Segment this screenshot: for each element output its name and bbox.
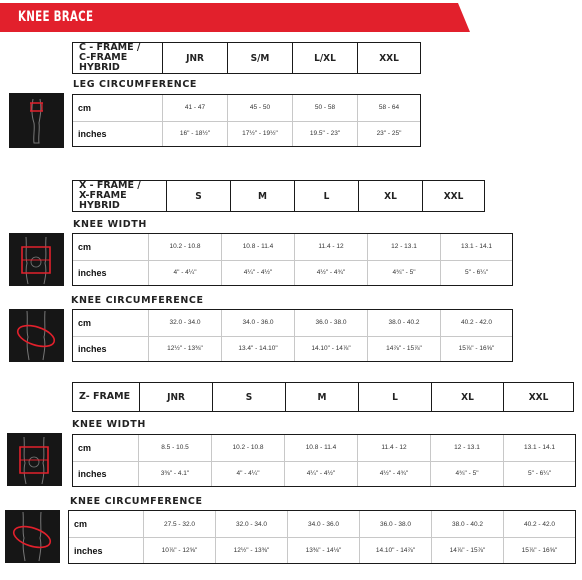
table-cell: 10.2 - 10.8 [211, 435, 284, 461]
table-cell: 23" - 25" [357, 122, 420, 147]
frame-label-cell [73, 43, 162, 73]
table-cell: 10.8 - 11.4 [221, 234, 294, 260]
size-header-cell: JNR [139, 383, 212, 411]
c-frame-size-header [72, 42, 421, 74]
table-cell: 41 - 47 [162, 95, 227, 121]
leg-outline-icon [9, 93, 64, 148]
section-title-knee-circumference: KNEE CIRCUMFERENCE [71, 295, 204, 306]
size-header-cell: S [166, 181, 230, 211]
table-row [73, 121, 420, 147]
table-cell: 13.1 - 14.1 [440, 234, 512, 260]
table-cell: 40.2 - 42.0 [503, 511, 575, 537]
leg-circumference-table [72, 94, 421, 147]
table-cell: 11.4 - 12 [294, 234, 367, 260]
x-frame-label-line1: X - FRAME / [79, 180, 141, 191]
size-header-cell: L/XL [292, 43, 357, 73]
table-cell: 10.2 - 10.8 [148, 234, 221, 260]
z-frame-knee-circumference-table [68, 510, 576, 564]
table-cell: 5" - 6¼" [440, 261, 512, 286]
table-row [73, 435, 575, 461]
z-frame-size-header [72, 382, 574, 412]
table-cell: 11.4 - 12 [357, 435, 430, 461]
table-cell: 13.1 - 14.1 [503, 435, 575, 461]
table-cell: 27.5 - 32.0 [143, 511, 215, 537]
table-cell: 4¾" - 5" [430, 462, 503, 487]
unit-label-cm: cm [74, 519, 88, 529]
size-header-cell: XXL [357, 43, 420, 73]
page-title: KNEE BRACE [18, 9, 94, 25]
section-title-leg-circumference: LEG CIRCUMFERENCE [73, 79, 198, 90]
x-frame-knee-circumference-table [72, 309, 513, 362]
unit-label-cm: cm [78, 102, 92, 113]
table-cell: 4¾" - 5" [367, 261, 440, 286]
table-cell: 4½" - 4¾" [294, 261, 367, 286]
unit-label-inches: inches [78, 343, 107, 354]
size-header-cell: S [212, 383, 285, 411]
knee-circumference-icon [5, 510, 60, 563]
table-cell: 45 - 50 [227, 95, 292, 121]
size-header-cell: JNR [162, 43, 227, 73]
frame-label-cell [73, 383, 139, 411]
table-cell: 12½" - 13⅜" [148, 337, 221, 362]
section-title-knee-circumference: KNEE CIRCUMFERENCE [70, 496, 203, 507]
table-row [69, 537, 575, 563]
table-cell: 10⅞" - 12⅝" [143, 538, 215, 563]
table-cell: 32.0 - 34.0 [148, 310, 221, 336]
x-frame-size-header [72, 180, 485, 212]
section-title-knee-width: KNEE WIDTH [72, 419, 146, 430]
table-cell: 34.0 - 36.0 [287, 511, 359, 537]
x-frame-label-line2: X-FRAME HYBRID [79, 190, 127, 211]
table-cell: 4" - 4¼" [148, 261, 221, 286]
table-cell: 3⅜" - 4.1" [138, 462, 211, 487]
size-header-cell: L [358, 383, 431, 411]
table-cell: 32.0 - 34.0 [215, 511, 287, 537]
table-cell: 14.10" - 14⅞" [359, 538, 431, 563]
table-row [73, 234, 512, 260]
table-cell: 36.0 - 38.0 [359, 511, 431, 537]
table-cell: 16" - 18½" [162, 122, 227, 147]
table-cell: 10.8 - 11.4 [284, 435, 357, 461]
table-cell: 17½" - 19½" [227, 122, 292, 147]
table-row [73, 310, 512, 336]
knee-width-icon [7, 433, 62, 486]
table-cell: 13⅜" - 14⅛" [287, 538, 359, 563]
knee-circumference-icon [9, 309, 64, 362]
table-cell: 4¼" - 4½" [221, 261, 294, 286]
table-cell: 12½" - 13⅜" [215, 538, 287, 563]
c-frame-label-line1: C - FRAME / [79, 42, 141, 53]
table-cell: 14.10" - 14⅞" [294, 337, 367, 362]
section-title-knee-width: KNEE WIDTH [73, 219, 147, 230]
z-frame-label: Z- FRAME [79, 391, 131, 402]
table-cell: 38.0 - 40.2 [431, 511, 503, 537]
frame-label-cell [73, 181, 166, 211]
table-cell: 40.2 - 42.0 [440, 310, 512, 336]
size-header-cell: XL [358, 181, 422, 211]
table-cell: 50 - 58 [292, 95, 357, 121]
table-row [69, 511, 575, 537]
size-header-cell: S/M [227, 43, 292, 73]
unit-label-cm: cm [78, 317, 92, 328]
unit-label-inches: inches [78, 128, 107, 139]
z-frame-knee-width-table [72, 434, 576, 487]
table-row [73, 260, 512, 286]
table-cell: 4½" - 4¾" [357, 462, 430, 487]
table-cell: 8.5 - 10.5 [138, 435, 211, 461]
unit-label-cm: cm [78, 241, 92, 252]
unit-label-inches: inches [78, 468, 107, 479]
knee-width-icon [9, 233, 64, 286]
x-frame-label [79, 181, 166, 211]
table-row [73, 336, 512, 362]
table-cell: 13.4" - 14.10" [221, 337, 294, 362]
table-cell: 34.0 - 36.0 [221, 310, 294, 336]
size-header-cell: M [230, 181, 294, 211]
table-cell: 38.0 - 40.2 [367, 310, 440, 336]
x-frame-knee-width-table [72, 233, 513, 286]
table-cell: 12 - 13.1 [430, 435, 503, 461]
size-header-cell: XXL [503, 383, 573, 411]
table-cell: 15⅞" - 16⅝" [503, 538, 575, 563]
table-cell: 12 - 13.1 [367, 234, 440, 260]
table-cell: 14⅞" - 15⅞" [431, 538, 503, 563]
table-cell: 5" - 6¼" [503, 462, 575, 487]
c-frame-label [79, 43, 162, 73]
size-header-cell: XL [431, 383, 503, 411]
table-cell: 19.5" - 23" [292, 122, 357, 147]
unit-label-inches: inches [74, 545, 103, 556]
table-row [73, 461, 575, 487]
table-cell: 58 - 64 [357, 95, 420, 121]
table-cell: 36.0 - 38.0 [294, 310, 367, 336]
unit-label-cm: cm [78, 442, 92, 453]
table-cell: 4¼" - 4½" [284, 462, 357, 487]
size-header-cell: L [294, 181, 358, 211]
size-header-cell: XXL [422, 181, 484, 211]
table-cell: 15⅞" - 16⅝" [440, 337, 512, 362]
table-cell: 14⅞" - 15⅞" [367, 337, 440, 362]
unit-label-inches: inches [78, 267, 107, 278]
c-frame-label-line2: C-FRAME HYBRID [79, 52, 128, 73]
table-cell: 4" - 4¼" [211, 462, 284, 487]
table-row [73, 95, 420, 121]
size-header-cell: M [285, 383, 358, 411]
